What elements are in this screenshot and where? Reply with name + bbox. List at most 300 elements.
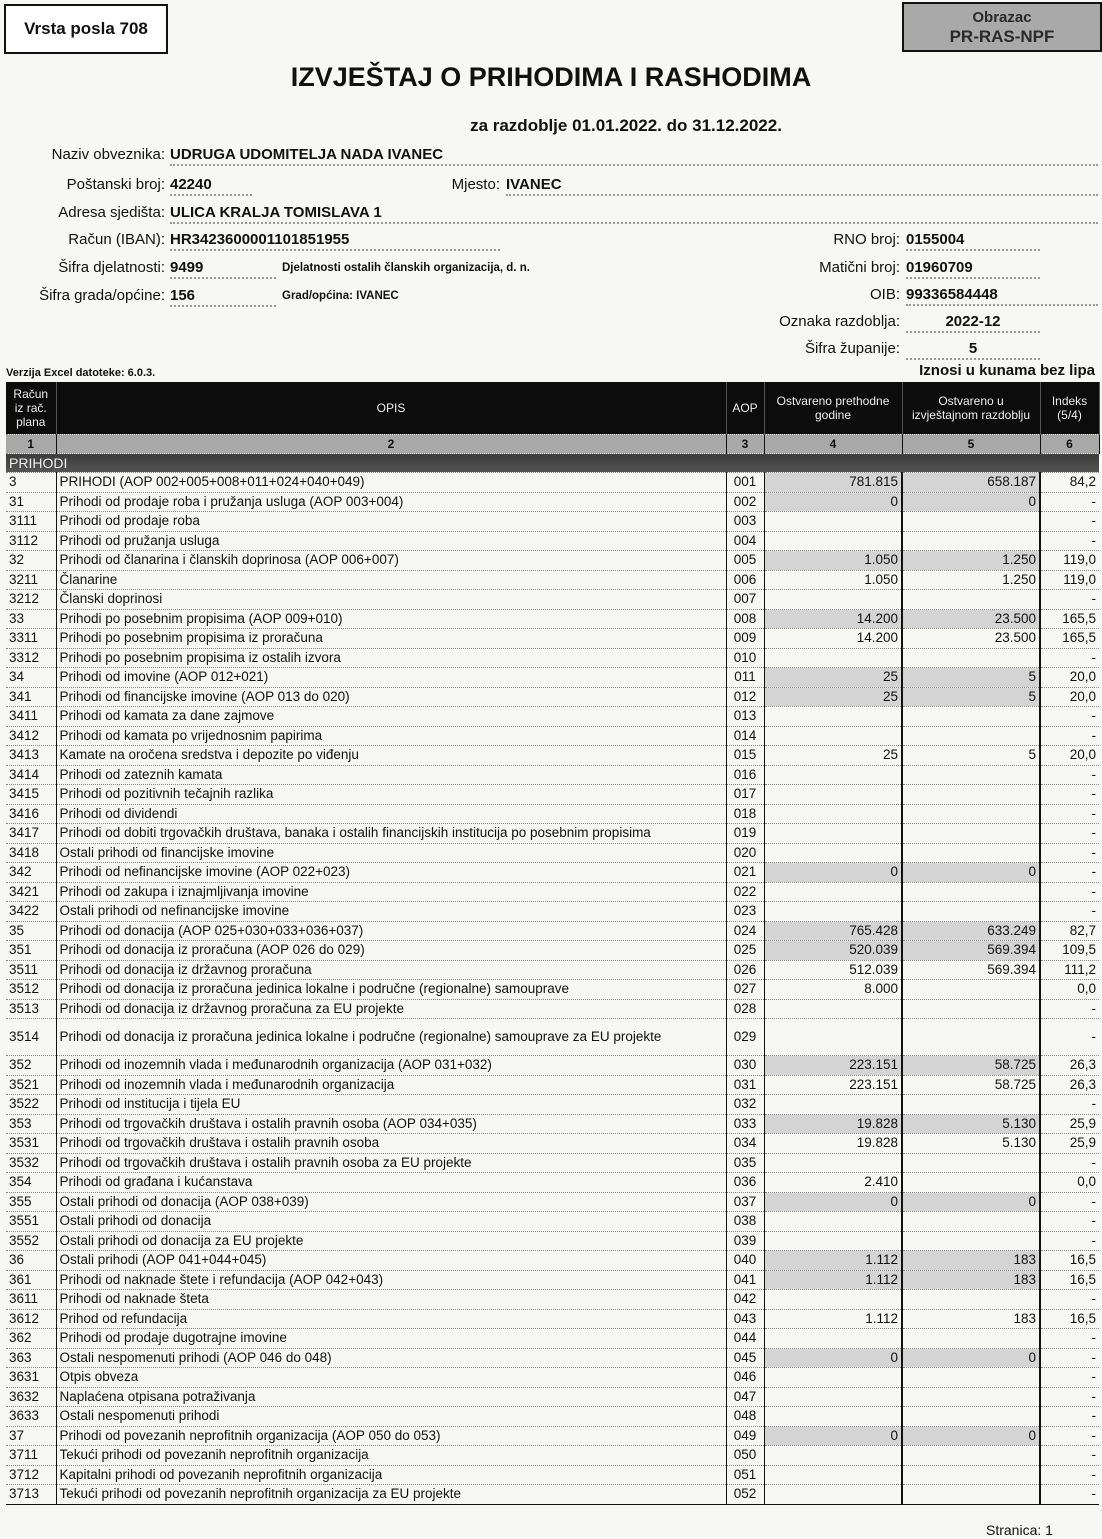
previous-year-amount: 781.815: [764, 473, 902, 493]
description: Prihodi od prodaje roba: [56, 512, 726, 532]
account-code: 3713: [6, 1485, 56, 1505]
current-period-amount: 5: [902, 746, 1040, 766]
previous-year-amount: [764, 707, 902, 727]
current-period-amount: [902, 1387, 1040, 1407]
previous-year-amount: [764, 999, 902, 1019]
description: Prihodi od donacija iz proračuna (AOP 026 do 029): [56, 941, 726, 961]
table-row: [6, 609, 1099, 629]
previous-year-amount: 14.200: [764, 629, 902, 649]
current-period-amount: [902, 590, 1040, 610]
description: Kamate na oročena sredstva i depozite po viđenju: [56, 746, 726, 766]
account-code: 3511: [6, 960, 56, 980]
index-value: -: [1040, 1387, 1099, 1407]
current-period-amount: 633.249: [902, 921, 1040, 941]
oib-value: 99336584448: [906, 286, 1098, 306]
aop-code: 013: [726, 707, 764, 727]
description: Prihodi od donacija (AOP 025+030+033+036+037): [56, 921, 726, 941]
description: Članarine: [56, 570, 726, 590]
description: Prihodi od nefinancijske imovine (AOP 022+023): [56, 863, 726, 883]
current-period-amount: [902, 804, 1040, 824]
aop-code: 045: [726, 1348, 764, 1368]
current-period-amount: [902, 1212, 1040, 1232]
current-period-amount: 5.130: [902, 1114, 1040, 1134]
account-code: 3312: [6, 648, 56, 668]
description: Prihodi od naknade štete i refundacija (AOP 042+043): [56, 1270, 726, 1290]
aop-code: 007: [726, 590, 764, 610]
index-value: -: [1040, 843, 1099, 863]
table-row: [6, 551, 1099, 571]
col-header-prev: Ostvareno prethodne godine: [764, 382, 902, 435]
previous-year-amount: 223.151: [764, 1056, 902, 1076]
description: Prihodi od trgovačkih društava i ostalih pravnih osoba: [56, 1134, 726, 1154]
current-period-amount: 183: [902, 1251, 1040, 1271]
previous-year-amount: 19.828: [764, 1114, 902, 1134]
account-code: 3112: [6, 531, 56, 551]
current-period-amount: 58.725: [902, 1056, 1040, 1076]
previous-year-amount: [764, 531, 902, 551]
previous-year-amount: 25: [764, 687, 902, 707]
table-row: [6, 1095, 1099, 1115]
description: Članski doprinosi: [56, 590, 726, 610]
account-code: 3611: [6, 1290, 56, 1310]
description: Prihodi od institucija i tijela EU: [56, 1095, 726, 1115]
index-value: -: [1040, 1426, 1099, 1446]
account-code: 34: [6, 668, 56, 688]
table-row: [6, 1114, 1099, 1134]
account-code: 363: [6, 1348, 56, 1368]
current-period-amount: [902, 707, 1040, 727]
previous-year-amount: [764, 590, 902, 610]
account-code: 3633: [6, 1407, 56, 1427]
current-period-amount: [902, 512, 1040, 532]
description: Prihodi od zateznih kamata: [56, 765, 726, 785]
description: Prihodi od naknade šteta: [56, 1290, 726, 1310]
account-code: 352: [6, 1056, 56, 1076]
aop-code: 041: [726, 1270, 764, 1290]
description: Prihodi od imovine (AOP 012+021): [56, 668, 726, 688]
aop-code: 010: [726, 648, 764, 668]
aop-code: 043: [726, 1309, 764, 1329]
current-period-amount: [902, 824, 1040, 844]
col-header-index: Indeks (5/4): [1040, 382, 1099, 435]
index-value: -: [1040, 1446, 1099, 1466]
obrazac-box: [902, 2, 1102, 52]
description: Ostali nespomenuti prihodi (AOP 046 do 048): [56, 1348, 726, 1368]
description: Ostali prihodi (AOP 041+044+045): [56, 1251, 726, 1271]
table-row: [6, 707, 1099, 727]
description: Prihodi po posebnim propisima iz ostalih izvora: [56, 648, 726, 668]
account-code: 35: [6, 921, 56, 941]
description: Prihodi od kamata po vrijednosnim papirima: [56, 726, 726, 746]
account-code: 3531: [6, 1134, 56, 1154]
vrsta-posla: Vrsta posla 708: [24, 19, 148, 38]
table-row: [6, 843, 1099, 863]
aop-code: 035: [726, 1153, 764, 1173]
index-value: -: [1040, 1231, 1099, 1251]
index-value: -: [1040, 648, 1099, 668]
previous-year-amount: [764, 1153, 902, 1173]
aop-code: 031: [726, 1075, 764, 1095]
col-number: 6: [1040, 435, 1099, 454]
period-subtitle: za razdoblje 01.01.2022. do 31.12.2022.: [470, 116, 782, 135]
djelatnost-value: 9499: [170, 259, 276, 279]
index-value: 16,5: [1040, 1309, 1099, 1329]
table-row: [6, 629, 1099, 649]
account-code: 3532: [6, 1153, 56, 1173]
description: Prihodi od građana i kućanstava: [56, 1173, 726, 1193]
index-value: -: [1040, 824, 1099, 844]
index-value: -: [1040, 1485, 1099, 1505]
index-value: -: [1040, 492, 1099, 512]
previous-year-amount: 19.828: [764, 1134, 902, 1154]
previous-year-amount: [764, 824, 902, 844]
current-period-amount: [902, 1153, 1040, 1173]
aop-code: 048: [726, 1407, 764, 1427]
current-period-amount: 658.187: [902, 473, 1040, 493]
current-period-amount: [902, 1173, 1040, 1193]
current-period-amount: [902, 1368, 1040, 1388]
aop-code: 039: [726, 1231, 764, 1251]
description: Prihodi od članarina i članskih doprinosa (AOP 006+007): [56, 551, 726, 571]
previous-year-amount: [764, 902, 902, 922]
index-value: -: [1040, 726, 1099, 746]
description: Prihodi od zakupa i iznajmljivanja imovine: [56, 882, 726, 902]
current-period-amount: [902, 999, 1040, 1019]
aop-code: 049: [726, 1426, 764, 1446]
description: Ostali prihodi od nefinancijske imovine: [56, 902, 726, 922]
current-period-amount: [902, 1407, 1040, 1427]
index-value: 20,0: [1040, 687, 1099, 707]
aop-code: 033: [726, 1114, 764, 1134]
account-code: 353: [6, 1114, 56, 1134]
description: Ostali prihodi od financijske imovine: [56, 843, 726, 863]
account-code: 3416: [6, 804, 56, 824]
description: Prihodi od donacija iz državnog proračuna za EU projekte: [56, 999, 726, 1019]
current-period-amount: 0: [902, 1192, 1040, 1212]
postanski-value: 42240: [170, 176, 252, 196]
index-value: 165,5: [1040, 629, 1099, 649]
table-row: [6, 746, 1099, 766]
maticni-label: Matični broj:: [819, 259, 900, 276]
column-number-row: [6, 435, 1099, 454]
previous-year-amount: 1.112: [764, 1270, 902, 1290]
col-header-konto: Račun iz rač. plana: [6, 382, 56, 435]
account-code: 3513: [6, 999, 56, 1019]
previous-year-amount: 765.428: [764, 921, 902, 941]
table-row: [6, 1153, 1099, 1173]
previous-year-amount: [764, 1387, 902, 1407]
aop-code: 025: [726, 941, 764, 961]
account-code: 3415: [6, 785, 56, 805]
index-value: -: [1040, 1368, 1099, 1388]
aop-code: 042: [726, 1290, 764, 1310]
aop-code: 050: [726, 1446, 764, 1466]
zupanija-label: Šifra županije:: [804, 340, 900, 357]
aop-code: 021: [726, 863, 764, 883]
table-row: [6, 1309, 1099, 1329]
description: Prihodi od kamata za dane zajmove: [56, 707, 726, 727]
aop-code: 029: [726, 1019, 764, 1056]
index-value: 26,3: [1040, 1056, 1099, 1076]
table-row: [6, 941, 1099, 961]
razdoblje-label: Oznaka razdoblja:: [779, 313, 900, 330]
col-number: 1: [6, 435, 56, 454]
table-row: [6, 1173, 1099, 1193]
description: Tekući prihodi od povezanih neprofitnih organizacija za EU projekte: [56, 1485, 726, 1505]
account-code: 362: [6, 1329, 56, 1349]
section-title: PRIHODI: [6, 454, 1099, 473]
iban-label: Račun (IBAN):: [68, 231, 165, 248]
djelatnost-description: Djelatnosti ostalih članskih organizacija, d. n.: [282, 262, 530, 274]
table-row: [6, 1270, 1099, 1290]
current-period-amount: [902, 1485, 1040, 1505]
col-number: 3: [726, 435, 764, 454]
current-period-amount: 23.500: [902, 629, 1040, 649]
account-code: 3414: [6, 765, 56, 785]
previous-year-amount: 0: [764, 1192, 902, 1212]
index-value: -: [1040, 1329, 1099, 1349]
table-row: [6, 590, 1099, 610]
index-value: 0,0: [1040, 980, 1099, 1000]
index-value: -: [1040, 1290, 1099, 1310]
table-row: [6, 512, 1099, 532]
index-value: 26,3: [1040, 1075, 1099, 1095]
description: Prihodi od donacija iz proračuna jedinica lokalne i područne (regionalne) samouprave za EU projekte: [56, 1019, 726, 1056]
previous-year-amount: [764, 1446, 902, 1466]
table-row: [6, 570, 1099, 590]
aop-code: 020: [726, 843, 764, 863]
previous-year-amount: [764, 1465, 902, 1485]
account-code: 342: [6, 863, 56, 883]
account-code: 3711: [6, 1446, 56, 1466]
description: Ostali prihodi od donacija: [56, 1212, 726, 1232]
mjesto-label: Mjesto:: [451, 176, 500, 193]
rno-label: RNO broj:: [833, 231, 900, 248]
aop-code: 028: [726, 999, 764, 1019]
index-value: -: [1040, 1465, 1099, 1485]
grad-description: Grad/općina: IVANEC: [282, 290, 399, 302]
maticni-value: 01960709: [906, 259, 1040, 279]
previous-year-amount: [764, 1095, 902, 1115]
previous-year-amount: 0: [764, 1426, 902, 1446]
table-row: [6, 902, 1099, 922]
aop-code: 005: [726, 551, 764, 571]
description: Otpis obveza: [56, 1368, 726, 1388]
current-period-amount: 569.394: [902, 941, 1040, 961]
table-row: [6, 492, 1099, 512]
aop-code: 027: [726, 980, 764, 1000]
amounts-note: Iznosi u kunama bez lipa: [919, 362, 1095, 379]
current-period-amount: 183: [902, 1270, 1040, 1290]
description: Tekući prihodi od povezanih neprofitnih organizacija: [56, 1446, 726, 1466]
description: Prihodi od dividendi: [56, 804, 726, 824]
current-period-amount: [902, 1231, 1040, 1251]
index-value: -: [1040, 863, 1099, 883]
description: Naplaćena otpisana potraživanja: [56, 1387, 726, 1407]
current-period-amount: 0: [902, 492, 1040, 512]
table-row: [6, 1231, 1099, 1251]
table-row: [6, 1446, 1099, 1466]
index-value: 25,9: [1040, 1114, 1099, 1134]
index-value: 16,5: [1040, 1251, 1099, 1271]
description: Prihodi od prodaje dugotrajne imovine: [56, 1329, 726, 1349]
table-row: [6, 1056, 1099, 1076]
current-period-amount: [902, 726, 1040, 746]
account-code: 3422: [6, 902, 56, 922]
zupanija-value: 5: [906, 340, 1040, 360]
current-period-amount: 183: [902, 1309, 1040, 1329]
index-value: -: [1040, 531, 1099, 551]
naziv-label: Naziv obveznika:: [51, 146, 165, 163]
aop-code: 030: [726, 1056, 764, 1076]
current-period-amount: 5: [902, 668, 1040, 688]
previous-year-amount: [764, 1231, 902, 1251]
index-value: -: [1040, 1407, 1099, 1427]
index-value: 109,5: [1040, 941, 1099, 961]
index-value: 20,0: [1040, 746, 1099, 766]
table-row: [6, 1019, 1099, 1056]
table-row: [6, 882, 1099, 902]
table-row: [6, 668, 1099, 688]
index-value: -: [1040, 999, 1099, 1019]
aop-code: 009: [726, 629, 764, 649]
current-period-amount: [902, 1465, 1040, 1485]
table-row: [6, 648, 1099, 668]
index-value: 0,0: [1040, 1173, 1099, 1193]
account-code: 37: [6, 1426, 56, 1446]
previous-year-amount: [764, 882, 902, 902]
description: Prihodi od donacija iz proračuna jedinica lokalne i područne (regionalne) samouprave: [56, 980, 726, 1000]
postanski-label: Poštanski broj:: [66, 176, 165, 193]
naziv-value: UDRUGA UDOMITELJA NADA IVANEC: [170, 146, 1098, 166]
previous-year-amount: 0: [764, 863, 902, 883]
aop-code: 051: [726, 1465, 764, 1485]
account-code: 3522: [6, 1095, 56, 1115]
index-value: -: [1040, 590, 1099, 610]
description: Prihodi od dobiti trgovačkih društava, banaka i ostalih financijskih institucija po posebnim propisima: [56, 824, 726, 844]
account-code: 3712: [6, 1465, 56, 1485]
index-value: -: [1040, 1153, 1099, 1173]
index-value: -: [1040, 785, 1099, 805]
description: Prihodi od trgovačkih društava i ostalih pravnih osoba (AOP 034+035): [56, 1114, 726, 1134]
account-code: 351: [6, 941, 56, 961]
aop-code: 024: [726, 921, 764, 941]
previous-year-amount: [764, 512, 902, 532]
previous-year-amount: [764, 1019, 902, 1056]
account-code: 3412: [6, 726, 56, 746]
table-row: [6, 687, 1099, 707]
previous-year-amount: [764, 843, 902, 863]
index-value: 111,2: [1040, 960, 1099, 980]
aop-code: 040: [726, 1251, 764, 1271]
previous-year-amount: 8.000: [764, 980, 902, 1000]
aop-code: 017: [726, 785, 764, 805]
account-code: 3411: [6, 707, 56, 727]
index-value: 25,9: [1040, 1134, 1099, 1154]
grad-label: Šifra grada/općine:: [39, 287, 165, 304]
adresa-label: Adresa sjedišta:: [58, 204, 165, 221]
table-row: [6, 999, 1099, 1019]
previous-year-amount: 223.151: [764, 1075, 902, 1095]
index-value: 84,2: [1040, 473, 1099, 493]
description: Prihodi od inozemnih vlada i međunarodnih organizacija: [56, 1075, 726, 1095]
description: Prihodi po posebnim propisima (AOP 009+010): [56, 609, 726, 629]
account-code: 3212: [6, 590, 56, 610]
index-value: 165,5: [1040, 609, 1099, 629]
previous-year-amount: [764, 1290, 902, 1310]
table-row: [6, 765, 1099, 785]
index-value: -: [1040, 902, 1099, 922]
obrazac-code: PR-RAS-NPF: [949, 27, 1055, 46]
current-period-amount: 0: [902, 863, 1040, 883]
table-row: [6, 1075, 1099, 1095]
index-value: -: [1040, 512, 1099, 532]
account-code: 3: [6, 473, 56, 493]
djelatnost-label: Šifra djelatnosti:: [58, 259, 165, 276]
current-period-amount: 58.725: [902, 1075, 1040, 1095]
current-period-amount: 5.130: [902, 1134, 1040, 1154]
index-value: -: [1040, 1212, 1099, 1232]
table-row: [6, 1426, 1099, 1446]
aop-code: 003: [726, 512, 764, 532]
current-period-amount: 0: [902, 1348, 1040, 1368]
previous-year-amount: [764, 1329, 902, 1349]
vrsta-posla-box: [4, 4, 168, 54]
description: Ostali prihodi od donacija za EU projekte: [56, 1231, 726, 1251]
description: Prihodi od povezanih neprofitnih organizacija (AOP 050 do 053): [56, 1426, 726, 1446]
excel-version: Verzija Excel datoteke: 6.0.3.: [6, 367, 156, 379]
table-row: [6, 1348, 1099, 1368]
table-row: [6, 1465, 1099, 1485]
description: Prihodi po posebnim propisima iz proračuna: [56, 629, 726, 649]
previous-year-amount: 25: [764, 668, 902, 688]
col-header-aop: AOP: [726, 382, 764, 435]
current-period-amount: [902, 1290, 1040, 1310]
aop-code: 032: [726, 1095, 764, 1115]
account-code: 3211: [6, 570, 56, 590]
account-code: 3512: [6, 980, 56, 1000]
aop-code: 001: [726, 473, 764, 493]
table-row: [6, 726, 1099, 746]
previous-year-amount: 1.050: [764, 570, 902, 590]
iban-value: HR3423600001101851955: [170, 231, 500, 251]
description: Ostali nespomenuti prihodi: [56, 1407, 726, 1427]
table-row: [6, 863, 1099, 883]
aop-code: 034: [726, 1134, 764, 1154]
previous-year-amount: [764, 1407, 902, 1427]
aop-code: 052: [726, 1485, 764, 1505]
description: Prihodi od pružanja usluga: [56, 531, 726, 551]
aop-code: 008: [726, 609, 764, 629]
aop-code: 036: [726, 1173, 764, 1193]
previous-year-amount: 1.112: [764, 1251, 902, 1271]
current-period-amount: 23.500: [902, 609, 1040, 629]
obrazac-label: Obrazac: [972, 9, 1032, 26]
account-code: 3413: [6, 746, 56, 766]
account-code: 3612: [6, 1309, 56, 1329]
index-value: -: [1040, 1095, 1099, 1115]
col-number: 2: [56, 435, 726, 454]
account-code: 3551: [6, 1212, 56, 1232]
table-row: [6, 1134, 1099, 1154]
description: Prihodi od financijske imovine (AOP 013 do 020): [56, 687, 726, 707]
table-row: [6, 804, 1099, 824]
aop-code: 022: [726, 882, 764, 902]
page-number: Stranica: 1: [986, 1522, 1053, 1538]
current-period-amount: 1.250: [902, 551, 1040, 571]
index-value: -: [1040, 765, 1099, 785]
index-value: 119,0: [1040, 551, 1099, 571]
